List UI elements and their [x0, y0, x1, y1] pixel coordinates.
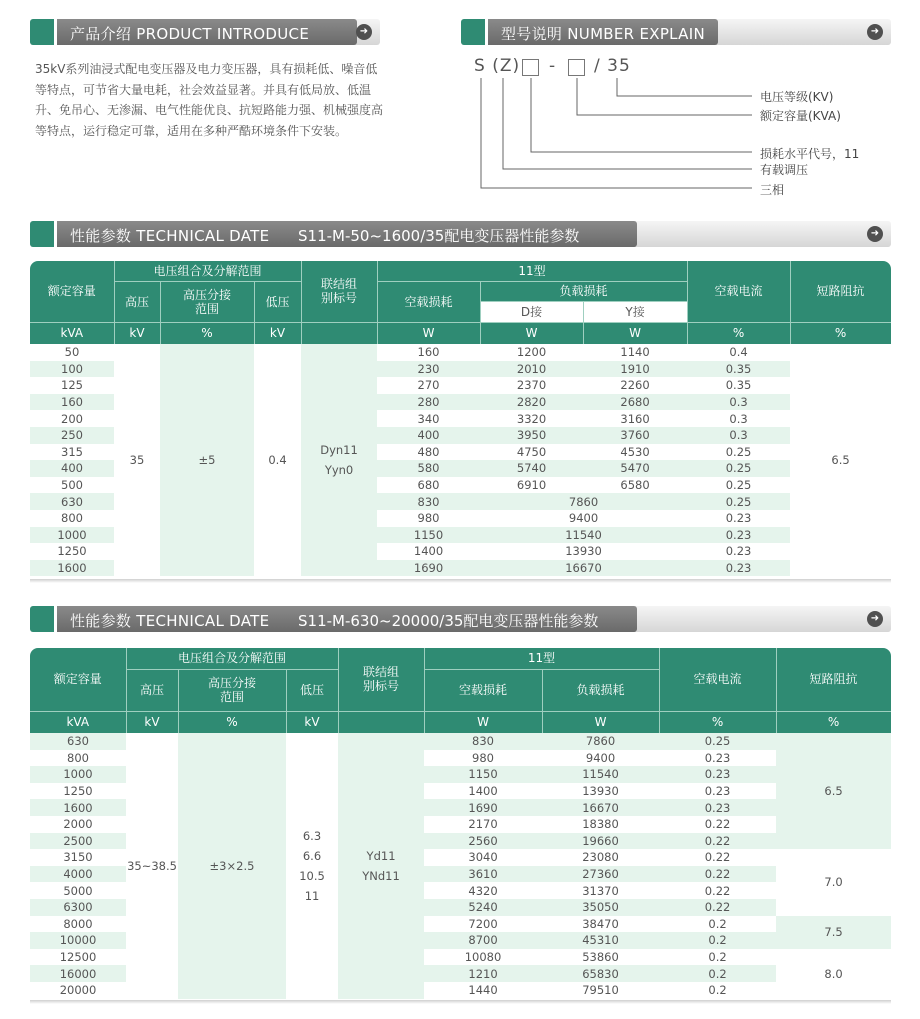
- code-z: (Z): [492, 56, 521, 76]
- cell-noload: 2560: [424, 833, 542, 850]
- cell-noload: 980: [472, 750, 494, 765]
- th-lv: 低压: [254, 281, 301, 322]
- cell-noload: 830: [424, 733, 542, 750]
- cell-capacity: 125: [61, 378, 83, 393]
- unit: [301, 322, 377, 344]
- cell-load-y: 5470: [583, 460, 687, 477]
- cell-capacity: 4000: [30, 866, 126, 883]
- cell-load-d: 2370: [516, 378, 547, 393]
- cell-noload: 280: [377, 394, 480, 411]
- cell-noload: 1690: [377, 560, 480, 577]
- th-connection: 联结组别标号: [338, 648, 424, 711]
- th-type: 11型: [377, 261, 687, 281]
- cell-noload: 270: [417, 378, 440, 393]
- cell-load-d: 5740: [480, 460, 583, 477]
- table2-header-title: 性能参数 TECHNICAL DATE: [70, 612, 270, 630]
- th-connection: 联结组别标号: [301, 261, 377, 322]
- table2-shadow: [30, 1000, 891, 1004]
- label-three-phase: 三相: [760, 183, 785, 197]
- connection-value: Yd11: [366, 848, 396, 863]
- cell-current: 0.3: [687, 427, 790, 444]
- cell-capacity: 160: [30, 394, 114, 411]
- cell-noload: 980: [417, 511, 440, 526]
- code-s: S: [474, 56, 486, 76]
- cell-noload: 8700: [424, 932, 542, 949]
- cell-capacity: 315: [61, 444, 83, 459]
- cell-current: 0.22: [659, 866, 776, 883]
- unit: W: [424, 711, 542, 733]
- unit: kVA: [30, 711, 126, 733]
- cell-noload: 1690: [424, 799, 542, 816]
- intro-text: 35kV系列油浸式配电变压器及电力变压器，具有损耗低、噪音低等特点，可节省大量电耗，社会效益显著。并具有低局放、低温升、免吊心、无渗漏、电气性能优良、抗短路能力强、机械强度高等特点，运行稳定可靠，适用在多种严酷环境条件下安装。: [35, 62, 384, 138]
- cell-noload: 1150: [424, 766, 542, 783]
- cell-load: 79510: [582, 983, 619, 998]
- cell-load: 35050: [542, 899, 659, 916]
- cell-load-d: 4750: [516, 444, 547, 459]
- cell-capacity: 500: [61, 478, 83, 493]
- cell-capacity: 12500: [59, 950, 97, 965]
- cell-lv: [286, 733, 338, 999]
- cell-load: 38470: [582, 916, 619, 931]
- label-voltage-level: 电压等级(KV): [760, 90, 834, 104]
- cell-load: 31370: [582, 883, 619, 898]
- cell-capacity: 800: [67, 750, 89, 765]
- cell-load: 27360: [542, 866, 659, 883]
- th-impedance: 短路阻抗: [790, 261, 891, 322]
- cell-capacity: 630: [30, 733, 126, 750]
- table2: [30, 648, 891, 999]
- cell-current: 0.23: [704, 784, 731, 799]
- table1-shadow: [30, 579, 891, 583]
- label-rated-capacity: 额定容量(KVA): [760, 109, 841, 123]
- cell-capacity: 16000: [30, 965, 126, 982]
- chevron-right-icon[interactable]: ➜: [867, 24, 883, 40]
- cell-load: 9400: [585, 750, 616, 765]
- cell-load: 53860: [582, 950, 619, 965]
- cell-noload: 340: [417, 411, 440, 426]
- unit: kV: [286, 711, 338, 733]
- table1-wrapper: [30, 261, 891, 579]
- connection-value: Yyn0: [324, 463, 354, 478]
- cell-impedance: 6.5: [776, 733, 891, 849]
- cell-noload: 1400: [468, 784, 498, 799]
- cell-current: 0.25: [725, 478, 752, 493]
- cell-capacity: 1000: [30, 766, 126, 783]
- cell-connection: [301, 344, 377, 576]
- cell-load: 13930: [582, 784, 619, 799]
- cell-noload: 160: [417, 345, 440, 360]
- table1: [30, 261, 891, 576]
- cell-capacity: 800: [61, 511, 83, 526]
- cell-noload: 680: [417, 478, 440, 493]
- cell-noload: 1440: [468, 983, 498, 998]
- cell-load: 65830: [542, 965, 659, 982]
- table2-subtitle: S11-M-630~20000/35配电变压器性能参数: [298, 612, 599, 630]
- th-load: 负载损耗: [542, 669, 659, 711]
- cell-load-y: 4530: [620, 444, 650, 459]
- unit: %: [790, 322, 891, 344]
- cell-current: 0.23: [659, 799, 776, 816]
- unit: W: [583, 322, 687, 344]
- cell-load: 16670: [480, 560, 687, 577]
- cell-noload: 10080: [464, 950, 502, 965]
- cell-load-d: 3320: [516, 411, 547, 426]
- cell-current: 0.25: [725, 444, 752, 459]
- cell-capacity: 10000: [30, 932, 126, 949]
- cell-capacity: 100: [30, 361, 114, 378]
- cell-current: 0.22: [704, 883, 731, 898]
- cell-noload: 1210: [424, 965, 542, 982]
- th-load: 负载损耗: [480, 281, 687, 301]
- cell-current: 0.35: [725, 378, 752, 393]
- cell-capacity: 8000: [63, 916, 93, 931]
- cell-noload: 1400: [413, 544, 444, 559]
- th-impedance: 短路阻抗: [776, 648, 891, 711]
- cell-noload: 230: [377, 361, 480, 378]
- cell-load: 11540: [542, 766, 659, 783]
- cell-load-y: 6580: [620, 478, 650, 493]
- cell-load-y: 2260: [620, 378, 650, 393]
- unit: [338, 711, 424, 733]
- th-noload: 空载损耗: [424, 669, 542, 711]
- cell-current: 0.2: [708, 916, 727, 931]
- cell-capacity: 3150: [63, 850, 93, 865]
- code-dash: -: [549, 56, 557, 76]
- cell-noload: 580: [377, 460, 480, 477]
- unit: kV: [126, 711, 178, 733]
- th-capacity: 额定容量: [30, 261, 114, 322]
- header-tab: [30, 606, 54, 632]
- cell-noload: 5240: [424, 899, 542, 916]
- cell-capacity: 20000: [59, 983, 97, 998]
- unit: %: [659, 711, 776, 733]
- cell-load: 45310: [542, 932, 659, 949]
- cell-current: 0.23: [725, 544, 752, 559]
- th-type: 11型: [424, 648, 659, 669]
- cell-load: 13930: [565, 544, 602, 559]
- chevron-right-icon[interactable]: ➜: [356, 24, 372, 40]
- cell-impedance: 6.5: [790, 344, 891, 576]
- cell-capacity: 5000: [63, 883, 93, 898]
- cell-noload: 480: [417, 444, 440, 459]
- table2-wrapper: [30, 648, 891, 1000]
- lv-value: 10.5: [299, 868, 325, 883]
- label-loss-level: 损耗水平代号，11: [760, 147, 860, 161]
- cell-current: 0.23: [687, 560, 790, 577]
- cell-capacity: 2500: [30, 833, 126, 850]
- cell-current: 0.3: [729, 411, 748, 426]
- cell-current: 0.2: [659, 932, 776, 949]
- cell-load-y: 3160: [620, 411, 650, 426]
- cell-current: 0.4: [729, 345, 748, 360]
- lv-value: 6.6: [302, 848, 322, 863]
- code-voltage: / 35: [594, 56, 631, 76]
- connection-value: YNd11: [362, 868, 400, 883]
- cell-capacity: 1250: [57, 544, 87, 559]
- cell-hv: 35~38.5: [126, 733, 178, 999]
- cell-noload: 3040: [468, 850, 498, 865]
- cell-capacity: 2000: [63, 817, 93, 832]
- table-row: [30, 733, 891, 750]
- cell-current: 0.2: [659, 965, 776, 982]
- cell-load-y: 3760: [583, 427, 687, 444]
- th-current: 空载电流: [659, 648, 776, 711]
- cell-current: 0.23: [687, 527, 790, 544]
- unit: kV: [254, 322, 301, 344]
- unit: %: [687, 322, 790, 344]
- table2-body: [30, 733, 891, 999]
- table-row: [30, 344, 891, 361]
- cell-noload: 4320: [468, 883, 498, 898]
- th-hv: 高压: [126, 669, 178, 711]
- cell-current: 0.23: [704, 750, 731, 765]
- cell-current: 0.25: [687, 493, 790, 510]
- cell-load: 9400: [568, 511, 599, 526]
- table1-body: [30, 344, 891, 576]
- header-tab: [30, 221, 54, 247]
- th-tap: 高压分接范围: [160, 281, 254, 322]
- cell-current: 0.23: [659, 766, 776, 783]
- th-voltage-group: 电压组合及分解范围: [126, 648, 338, 669]
- unit: kVA: [30, 322, 114, 344]
- cell-noload: 7200: [468, 916, 498, 931]
- cell-load-d: 2820: [480, 394, 583, 411]
- cell-load-d: 2010: [480, 361, 583, 378]
- label-onload-tap: 有载调压: [760, 163, 809, 177]
- cell-current: 0.3: [687, 394, 790, 411]
- cell-capacity: 250: [30, 427, 114, 444]
- unit: %: [178, 711, 286, 733]
- unit: %: [160, 322, 254, 344]
- th-voltage-group: 电压组合及分解范围: [114, 261, 301, 281]
- cell-load-d: 1200: [516, 345, 547, 360]
- cell-current: 0.35: [687, 361, 790, 378]
- unit: W: [542, 711, 659, 733]
- cell-noload: 400: [377, 427, 480, 444]
- cell-capacity: 400: [30, 460, 114, 477]
- cell-connection: [338, 733, 424, 999]
- cell-capacity: 1600: [30, 560, 114, 577]
- cell-current: 0.2: [708, 950, 727, 965]
- cell-current: 0.25: [659, 733, 776, 750]
- cell-noload: 3610: [424, 866, 542, 883]
- th-noload: 空载损耗: [377, 281, 480, 322]
- cell-load: 18380: [582, 817, 619, 832]
- unit: W: [377, 322, 480, 344]
- cell-current: 0.22: [704, 817, 731, 832]
- cell-capacity: 50: [64, 345, 80, 360]
- cell-hv: 35: [114, 344, 160, 576]
- cell-capacity: 200: [61, 411, 83, 426]
- cell-load: 7860: [542, 733, 659, 750]
- cell-load-y: 2680: [583, 394, 687, 411]
- cell-capacity: 6300: [30, 899, 126, 916]
- cell-capacity: 630: [30, 493, 114, 510]
- lv-value: 6.3: [302, 828, 322, 843]
- cell-tap: ±3×2.5: [178, 733, 286, 999]
- unit: kV: [114, 322, 160, 344]
- cell-capacity: 1000: [30, 527, 114, 544]
- cell-load: 7860: [480, 493, 687, 510]
- cell-load-d: 3950: [480, 427, 583, 444]
- cell-lv: 0.4: [254, 344, 301, 576]
- table1-header-title: 性能参数 TECHNICAL DATE: [70, 227, 270, 245]
- cell-noload: 1150: [377, 527, 480, 544]
- explain-header-title: 型号说明 NUMBER EXPLAIN: [501, 25, 705, 43]
- unit: W: [480, 322, 583, 344]
- cell-tap: ±5: [160, 344, 254, 576]
- th-hv: 高压: [114, 281, 160, 322]
- lv-value: 11: [304, 888, 320, 903]
- cell-load: 23080: [582, 850, 619, 865]
- intro-header-title: 产品介绍 PRODUCT INTRODUCE: [70, 25, 310, 43]
- table1-subtitle: S11-M-50~1600/35配电变压器性能参数: [298, 227, 580, 245]
- cell-load: 16670: [542, 799, 659, 816]
- cell-current: 0.22: [659, 833, 776, 850]
- cell-current: 0.23: [725, 511, 752, 526]
- cell-current: 0.25: [687, 460, 790, 477]
- chevron-right-icon[interactable]: ➜: [867, 226, 883, 242]
- chevron-right-icon[interactable]: ➜: [867, 611, 883, 627]
- cell-impedance: 7.0: [776, 849, 891, 915]
- table2-header-bar: [30, 606, 891, 632]
- cell-current: 0.2: [708, 983, 727, 998]
- cell-impedance: 7.5: [776, 916, 891, 949]
- cell-load: 19660: [542, 833, 659, 850]
- cell-load: 11540: [480, 527, 687, 544]
- cell-noload: 2170: [468, 817, 498, 832]
- cell-impedance: 8.0: [776, 949, 891, 999]
- th-lv: 低压: [286, 669, 338, 711]
- th-d: D接: [480, 301, 583, 322]
- connection-value: Dyn11: [320, 443, 358, 458]
- cell-current: 0.22: [704, 850, 731, 865]
- unit: %: [776, 711, 891, 733]
- table1-header-bar: [30, 221, 891, 247]
- th-current: 空载电流: [687, 261, 790, 322]
- cell-current: 0.22: [659, 899, 776, 916]
- cell-load-y: 1140: [620, 345, 650, 360]
- cell-capacity: 1250: [63, 784, 93, 799]
- cell-capacity: 1600: [30, 799, 126, 816]
- cell-load-d: 6910: [516, 478, 547, 493]
- th-y: Y接: [583, 301, 687, 322]
- cell-noload: 830: [377, 493, 480, 510]
- th-tap: 高压分接范围: [178, 669, 286, 711]
- th-capacity: 额定容量: [30, 648, 126, 711]
- cell-load-y: 1910: [583, 361, 687, 378]
